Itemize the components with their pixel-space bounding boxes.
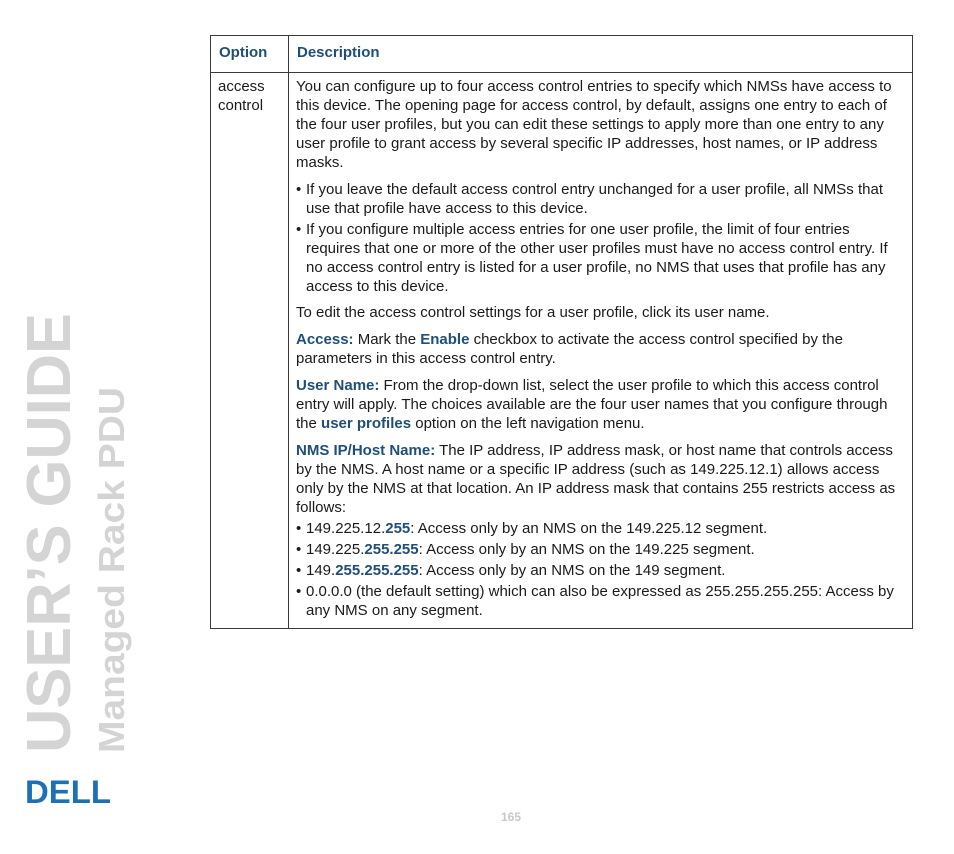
list-item: • If you leave the default access control entry unchanged for a user profile, all NMSs that use that profile have access to this device.: [296, 180, 905, 218]
dell-logo-text: DELL: [25, 776, 111, 806]
guide-subtitle: Managed Rack PDU: [91, 414, 132, 753]
access-term: Access:: [296, 331, 354, 348]
page-number: 165: [500, 810, 522, 824]
header-row: [211, 36, 913, 73]
list-item: • 149.225.255.255: Access only by an NMS on the 149.225 segment.: [296, 540, 905, 559]
enable-term: Enable: [420, 331, 470, 348]
description-header: Description: [289, 36, 913, 73]
nms-term: NMS IP/Host Name:: [296, 442, 436, 459]
access-paragraph: Access: Mark the Enable checkbox to activate the access control specified by the parameters in this access control entry.: [296, 331, 843, 367]
guide-title: USER’S GUIDE: [15, 308, 84, 753]
edit-instruction: To edit the access control settings for a user profile, click its user name.: [296, 304, 770, 321]
option-cell: access control: [211, 73, 289, 629]
user-name-paragraph: User Name: From the drop-down list, select the user profile to which this access control entry will apply. The choices available are the four user names that you configure through the user profiles option on the left navigation menu.: [296, 377, 888, 432]
user-name-term: User Name:: [296, 377, 380, 394]
options-table: [210, 35, 913, 629]
list-item: • 149.225.12.255: Access only by an NMS on the 149.225.12 segment.: [296, 519, 905, 538]
ip-mask-list: [296, 519, 905, 620]
nms-paragraph: NMS IP/Host Name: The IP address, IP address mask, or host name that controls access by the NMS. A host name or a specific IP address (such as 149.225.12.1) allows access only by the NMS at that location. An IP address mask that contains 255 restricts access as follows:: [296, 442, 896, 516]
table-row: [211, 73, 913, 629]
description-cell: [289, 73, 913, 629]
option-header: Option: [211, 36, 289, 73]
list-item: • 0.0.0.0 (the default setting) which can also be expressed as 255.255.255.255: Access by any NMS on any segment.: [296, 582, 905, 620]
default-rules-list: [296, 180, 905, 296]
intro-paragraph: You can configure up to four access control entries to specify which NMSs have access to this device. The opening page for access control, by default, assigns one entry to each of the four user profiles, but you can edit these settings to apply more than one entry to any user profile to grant access by several specific IP addresses, host names, or IP address masks.: [296, 78, 892, 171]
user-profiles-term: user profiles: [321, 415, 412, 432]
list-item: • 149.255.255.255: Access only by an NMS on the 149 segment.: [296, 561, 905, 580]
list-item: • If you configure multiple access entries for one user profile, the limit of four entries requires that one or more of the other user profiles must have no access control entry. If no access control entry is listed for a user profile, no NMS that uses that profile has any access to this device.: [296, 220, 905, 296]
dell-logo: [25, 776, 111, 806]
sidebar-title: [15, 305, 132, 755]
